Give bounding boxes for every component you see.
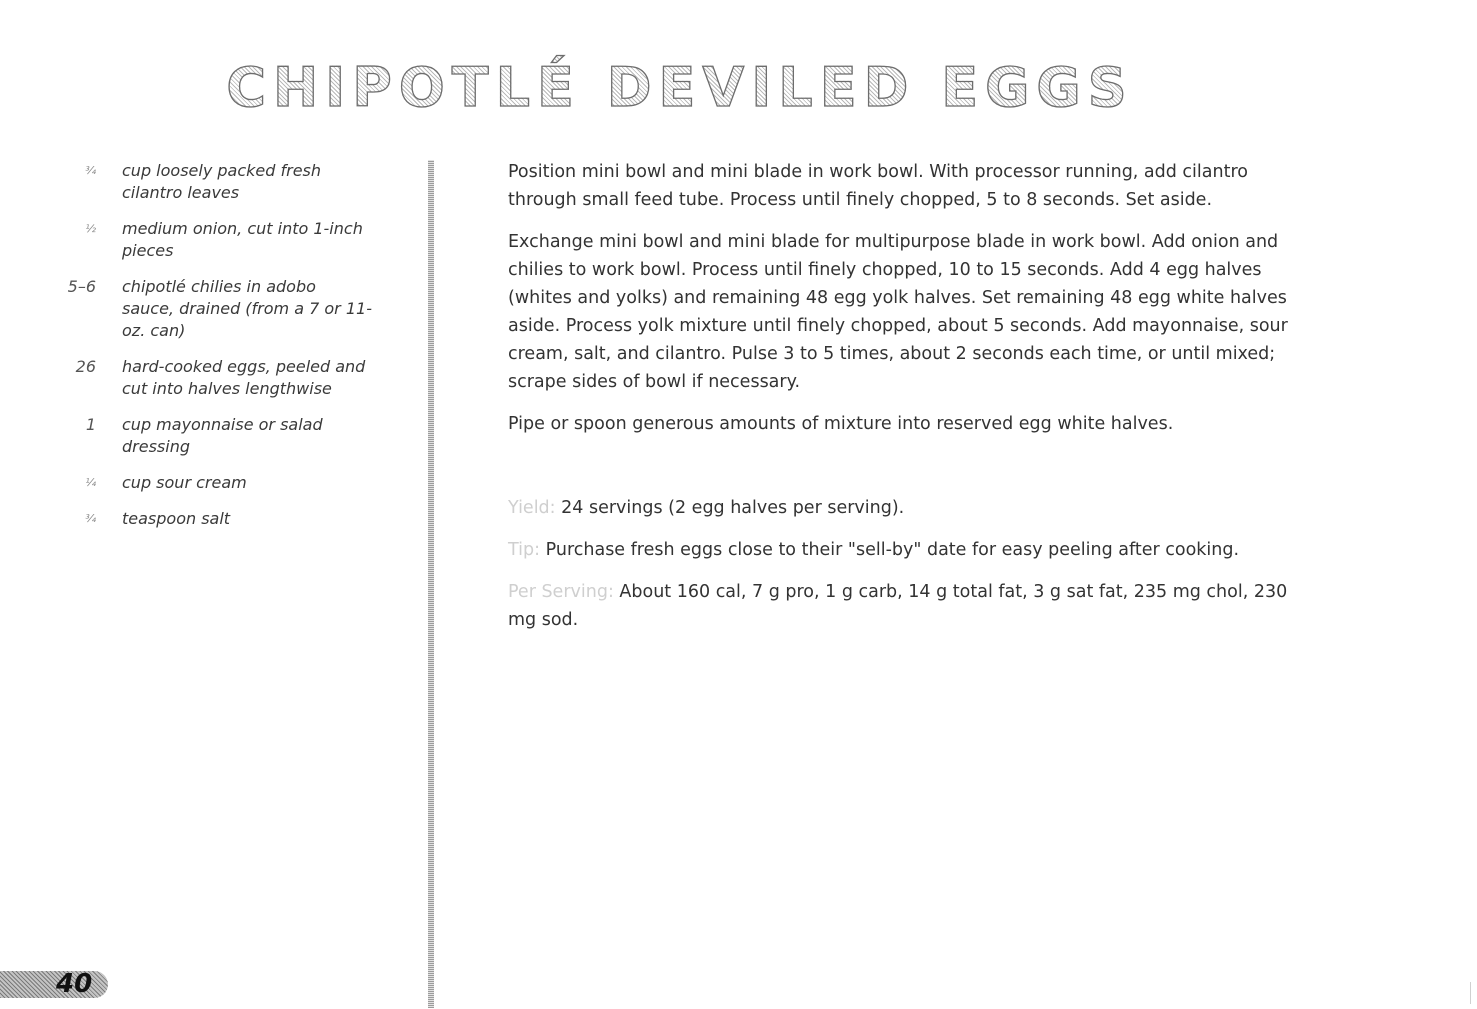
ingredient-item xyxy=(40,160,380,204)
page-number: 40 xyxy=(56,969,93,999)
direction-step: Pipe or spoon generous amounts of mixture into reserved egg white halves. xyxy=(508,414,1174,434)
nutrition-label: Per Serving: xyxy=(508,582,614,602)
ingredient-item xyxy=(40,508,380,530)
direction-step: Exchange mini bowl and mini blade for multipurpose blade in work bowl. Add onion and chilies to work bowl. Process until finely chopped, 10 to 15 seconds. Add 4 egg halves (whites and yolks) and remaining 48 egg yolk halves. Set remaining 48 egg white halves aside. Process yolk mixture until finely chopped, about 5 seconds. Add mayonnaise, sour cream, salt, and cilantro. Pulse 3 to 5 times, about 2 seconds each time, or until mixed; scrape sides of bowl if necessary. xyxy=(508,232,1288,392)
column-divider xyxy=(428,160,434,1008)
ingredient-quantity: ½ xyxy=(85,222,96,235)
ingredient-quantity: 26 xyxy=(75,357,96,376)
yield-label: Yield: xyxy=(508,498,556,518)
ingredient-text: chipotlé chilies in adobo sauce, drained (from a 7 or 11-oz. can) xyxy=(122,277,372,340)
ingredient-item xyxy=(40,414,380,458)
ingredient-text: cup sour cream xyxy=(122,473,247,492)
yield-note xyxy=(508,494,1288,522)
ingredient-quantity: ¾ xyxy=(85,512,96,525)
ingredient-text: cup mayonnaise or salad dressing xyxy=(122,415,323,456)
tip-note xyxy=(508,536,1288,564)
tip-label: Tip: xyxy=(508,540,541,560)
nutrition-note xyxy=(508,578,1288,634)
direction-step: Position mini bowl and mini blade in work bowl. With processor running, add cilantro through small feed tube. Process until finely chopped, 5 to 8 seconds. Set aside. xyxy=(508,162,1248,210)
ingredient-list xyxy=(40,160,380,544)
ingredient-quantity: 1 xyxy=(85,415,96,434)
recipe-title: CHIPOTLÉ DEVILED EGGS xyxy=(0,56,1360,120)
ingredient-quantity: ¼ xyxy=(85,476,96,489)
ingredient-text: medium onion, cut into 1-inch pieces xyxy=(122,219,363,260)
recipe-notes xyxy=(508,494,1288,648)
ingredient-quantity: ¾ xyxy=(85,164,96,177)
nutrition-text: About 160 cal, 7 g pro, 1 g carb, 14 g total fat, 3 g sat fat, 235 mg chol, 230 mg sod. xyxy=(508,582,1288,630)
directions xyxy=(508,158,1298,452)
yield-text: 24 servings (2 egg halves per serving). xyxy=(561,498,905,518)
ingredient-item xyxy=(40,472,380,494)
ingredient-text: teaspoon salt xyxy=(122,509,231,528)
ingredient-item xyxy=(40,218,380,262)
page-edge-mark xyxy=(1470,982,1471,1004)
ingredient-item xyxy=(40,276,380,342)
tip-text: Purchase fresh eggs close to their "sell-by" date for easy peeling after cooking. xyxy=(545,540,1240,560)
ingredient-text: cup loosely packed fresh cilantro leaves xyxy=(122,161,322,202)
ingredient-text: hard-cooked eggs, peeled and cut into halves lengthwise xyxy=(122,357,366,398)
ingredient-item xyxy=(40,356,380,400)
ingredient-quantity: 5–6 xyxy=(67,277,96,296)
